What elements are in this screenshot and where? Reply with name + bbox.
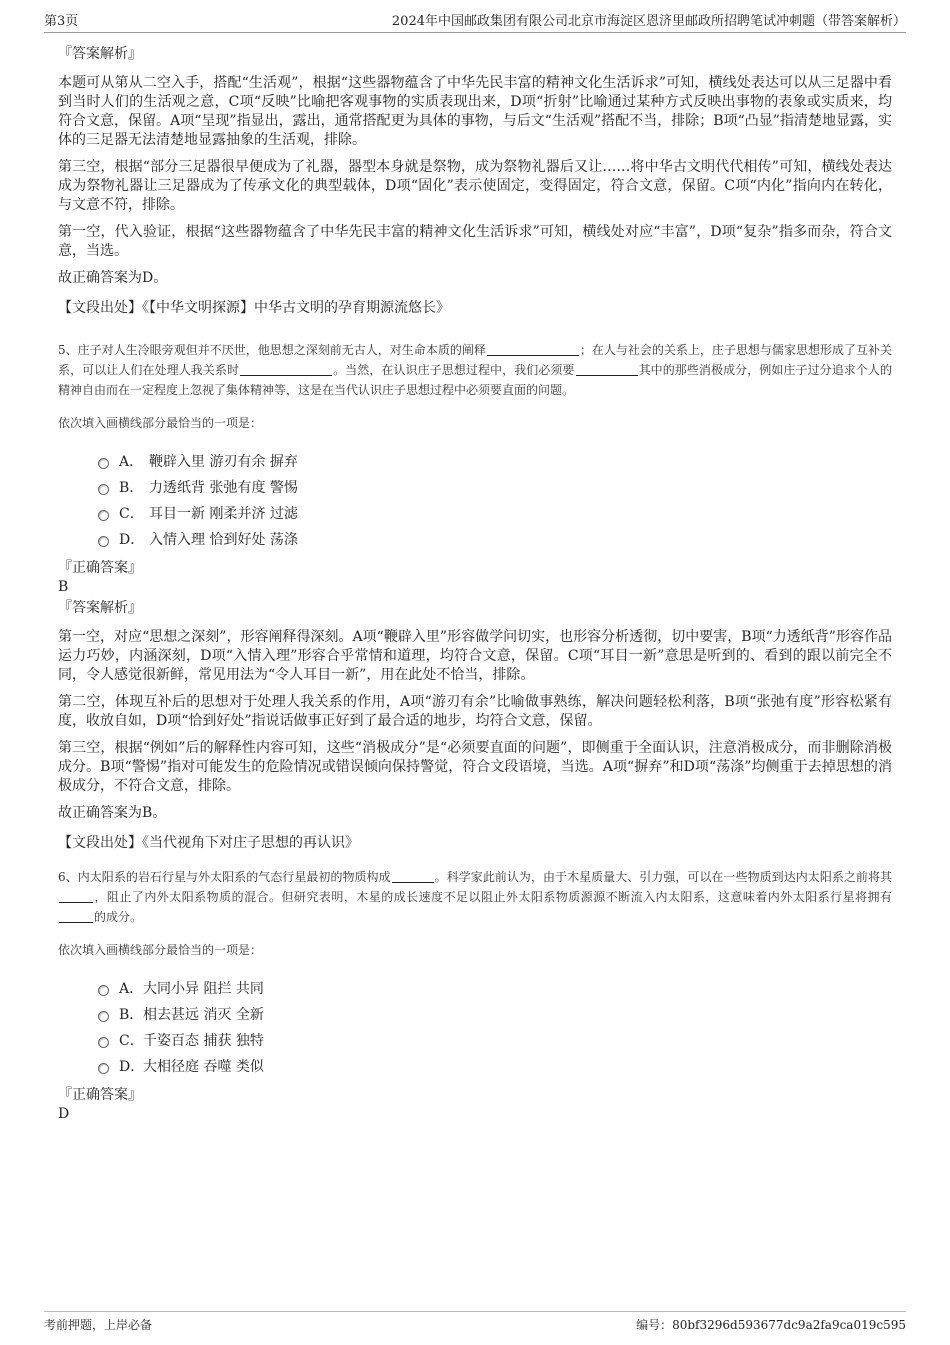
- analysis-paragraph: 第三空，根据“部分三足器很早便成为了礼器，器型本身就是祭物，成为祭物礼器后又让……将中华古文明代代相传”可知，横线处表达成为祭物礼器让三足器成为了传承文化的典型载体，D项“固化”表示使固定，变得固定，符合文意，保留。C项“内化”指向内在转化，与文意不符，排除。: [58, 159, 892, 213]
- analysis-label: 『答案解析』: [58, 600, 142, 616]
- analysis-paragraph: 本题可从第从二空入手，搭配“生活观”，根据“这些器物蕴含了中华先民丰富的精神文化生活诉求”可知，横线处表达可以从三足器中看到当时人们的生活观之意，C项“反映”比喻把客观事物的实质表现出来，D项“折射”比喻通过某种方式反映出事物的表象或实质来，均符合文意，保留。A项“呈现”指显出，露出，通常搭配更为具体的事物，与后文“生活观”搭配不当，排除；B项“凸显”指清楚地显露，实体的三足器无法清楚地显露抽象的生活观，排除。: [58, 75, 892, 148]
- fill-blank: [59, 908, 93, 923]
- radio-icon[interactable]: [98, 1037, 109, 1048]
- correct-answer: B: [58, 579, 69, 595]
- question-5: [58, 340, 892, 853]
- correct-answer-label: 『正确答案』: [58, 560, 142, 576]
- correct-answer-label: 『正确答案』: [58, 1087, 142, 1103]
- option-b[interactable]: B． 相去甚远 消灭 全新: [98, 1001, 892, 1027]
- fill-blank: [576, 361, 638, 376]
- option-c[interactable]: C． 千姿百态 捕获 独特: [98, 1027, 892, 1053]
- analysis-conclusion: 故正确答案为B。: [58, 805, 167, 821]
- radio-icon[interactable]: [98, 1011, 109, 1022]
- answer-options: [98, 448, 892, 552]
- radio-icon[interactable]: [98, 1063, 109, 1074]
- fill-blank: [487, 341, 579, 356]
- option-d[interactable]: D． 大相径庭 吞噬 类似: [98, 1053, 892, 1079]
- analysis-paragraph: 第三空，根据“例如”后的解释性内容可知，这些“消极成分”是“必须要直面的问题”，即侧重于全面认识，注意消极成分，而非删除消极成分。B项“警惕”指对可能发生的危险情况或错误倾向保持警觉，符合文段语境，当选。A项“摒弃”和D项“荡涤”均侧重于去掉思想的消极成分，不符合文意，排除。: [58, 740, 892, 794]
- q4-analysis: [58, 44, 892, 318]
- answer-options: [98, 975, 892, 1079]
- question-stem: 5、庄子对人生冷眼旁观但并不厌世，他思想之深刻前无古人，对生命本质的阐释 ；在人与社会的关系上，庄子思想与儒家思想形成了互补关系，可以让人们在处理人我关系时 。当然，在认识庄子思想过程中，我们必须要 其中的那些消极成分，例如庄子过分追求个人的精神自由而在一定程度上忽视了集体精神等，这是在当代认识庄子思想过程中必须要直面的问题。: [58, 343, 892, 397]
- question-prompt: 依次填入画横线部分最恰当的一项是：: [58, 416, 263, 430]
- analysis-conclusion: 故正确答案为D。: [58, 270, 168, 286]
- text-source: 【文段出处】《当代视角下对庄子思想的再认识》: [58, 835, 359, 851]
- radio-icon[interactable]: [98, 510, 109, 521]
- radio-icon[interactable]: [98, 484, 109, 495]
- text-source: 【文段出处】《【中华文明探源】中华古文明的孕育期源流悠长》: [58, 300, 450, 316]
- analysis-paragraph: 第一空，对应“思想之深刻”，形容阐释得深刻。A项“鞭辟入里”形容做学问切实，也形容分析透彻，切中要害，B项“力透纸背”形容作品运力巧妙，内涵深刻，D项“入情入理”形容合乎常情和道理，均符合文意，保留。C项“耳目一新”意思是听到的、看到的跟以前完全不同，令人感觉很新鲜，常见用法为“令人耳目一新”，用在此处不恰当，排除。: [58, 629, 892, 683]
- analysis-paragraph: 第二空，体现互补后的思想对于处理人我关系的作用，A项“游刃有余”比喻做事熟练，解决问题轻松利落，B项“张弛有度”形容松紧有度，收放自如，D项“恰到好处”指说话做事正好到了最合适的地步，均符合文意，保留。: [58, 694, 892, 729]
- document-id: 编号：80bf3296d593677dc9a2fa9ca019c595: [636, 1318, 906, 1332]
- option-a[interactable]: A． 鞭辟入里 游刃有余 摒弃: [98, 448, 892, 474]
- question-prompt: 依次填入画横线部分最恰当的一项是：: [58, 943, 263, 957]
- analysis-paragraph: 第一空，代入验证，根据“这些器物蕴含了中华先民丰富的精神文化生活诉求”可知，横线处对应“丰富”，D项“复杂”指多而杂，符合文意，当选。: [58, 224, 892, 259]
- option-a[interactable]: A． 大同小异 阻拦 共同: [98, 975, 892, 1001]
- option-c[interactable]: C． 耳目一新 刚柔并济 过滤: [98, 500, 892, 526]
- fill-blank: [240, 361, 332, 376]
- page-content: [58, 44, 892, 1123]
- document-title: 2024年中国邮政集团有限公司北京市海淀区恩济里邮政所招聘笔试冲刺题（带答案解析）: [391, 14, 906, 29]
- radio-icon[interactable]: [98, 458, 109, 469]
- radio-icon[interactable]: [98, 536, 109, 547]
- question-stem: 6、内太阳系的岩石行星与外太阳系的气态行星最初的物质构成 。科学家此前认为，由于木星质量大、引力强，可以在一些物质到达内太阳系之前将其，阻止了内外太阳系物质的混合。但研究表明，木星的成长速度不足以阻止外太阳系物质源源不断流入内太阳系，这意味着内外太阳系行星将拥有的成分。: [58, 870, 892, 924]
- option-b[interactable]: B． 力透纸背 张弛有度 警惕: [98, 474, 892, 500]
- radio-icon[interactable]: [98, 985, 109, 996]
- page-footer: [44, 1311, 906, 1333]
- page-header: [44, 10, 906, 33]
- fill-blank: [59, 888, 93, 903]
- fill-blank: [392, 868, 434, 883]
- question-6: [58, 867, 892, 1123]
- analysis-label: 『答案解析』: [58, 46, 142, 62]
- correct-answer: D: [58, 1106, 70, 1122]
- option-d[interactable]: D． 入情入理 恰到好处 荡涤: [98, 526, 892, 552]
- page-number: 第3页: [44, 14, 79, 29]
- footer-slogan: 考前押题，上岸必备: [44, 1318, 153, 1332]
